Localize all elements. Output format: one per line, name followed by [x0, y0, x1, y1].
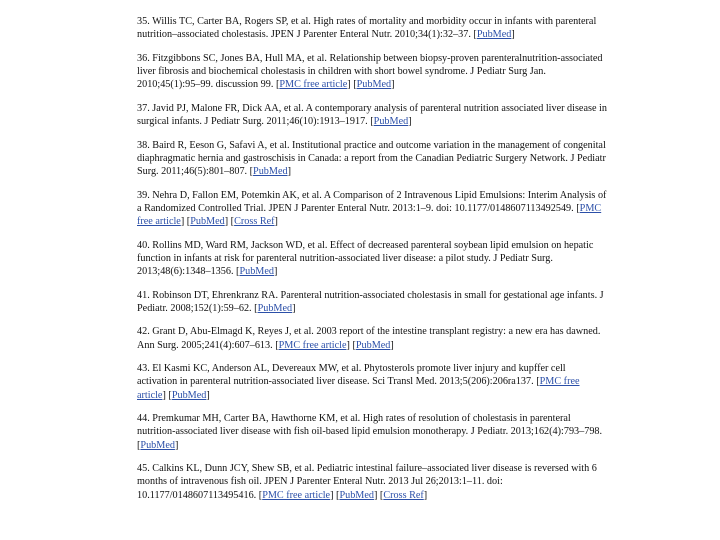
- reference-number: 36.: [137, 52, 150, 64]
- reference-number: 42.: [137, 326, 150, 338]
- pubmed-link[interactable]: PubMed: [373, 116, 409, 127]
- reference-item: 43. El Kasmi KC, Anderson AL, Devereaux MW, et al. Phytosterols promote liver injury and kupffer cell activation in parenteral nutrition-associated liver disease. Sci Transl Med. 2013;5(206):206ra137. [PMC free article] [PubMed]: [137, 363, 580, 401]
- reference-text: Willis TC, Carter BA, Rogers SP, et al. High rates of mortality and morbidity occur in infants with parenteral nutrition–associated cholestasis. JPEN J Parenter Enteral Nutr. 2010;34(1):32–37.: [137, 16, 597, 41]
- pmc-free-article-link[interactable]: PMC free article: [279, 79, 348, 91]
- pubmed-link[interactable]: PubMed: [355, 339, 391, 351]
- cross-ref-link[interactable]: Cross Ref: [234, 216, 275, 227]
- pmc-free-article-link[interactable]: PMC free article: [137, 202, 602, 227]
- reference-text: Premkumar MH, Carter BA, Hawthorne KM, et al. High rates of resolution of cholestasis in parenteral nutrition-associated liver disease with fish oil-based lipid emulsion monotherapy. J Pediatr. 2013;162(4):793–798.: [137, 413, 603, 438]
- reference-number: 35.: [137, 16, 150, 27]
- reference-text: Javid PJ, Malone FR, Dick AA, et al. A contemporary analysis of parenteral nutrition associated liver disease in surgical infants. J Pediatr Surg. 2011;46(10):1913–1917.: [137, 102, 607, 127]
- reference-item: 45. Calkins KL, Dunn JCY, Shew SB, et al. Pediatric intestinal failure–associated liver disease is reversed with 6 months of intravenous fish oil. JPEN J Parenter Enteral Nutr. 2013 Jul 26;2013:1–11. doi: 10.1177/0148607113495416. [PMC free article] [PubMed] [Cross Ref]: [137, 463, 597, 501]
- reference-item: 40. Rollins MD, Ward RM, Jackson WD, et al. Effect of decreased parenteral soybean lipid emulsion on hepatic function in infants at risk for parenteral nutrition-associated liver disease: a pilot study. J Pediatr Surg. 2013;48(6):1348–1356. [PubMed]: [137, 239, 594, 277]
- reference-text: Robinson DT, Ehrenkranz RA. Parenteral nutrition-associated cholestasis in small for gestational age infants. J Pediatr. 2008;152(1):59–62.: [137, 289, 604, 314]
- pmc-free-article-link[interactable]: PMC free article: [278, 339, 347, 351]
- pubmed-link[interactable]: PubMed: [339, 489, 374, 501]
- reference-list: [137, 15, 607, 512]
- reference-text: El Kasmi KC, Anderson AL, Devereaux MW, et al. Phytosterols promote liver injury and kupffer cell activation in parenteral nutrition-associated liver disease. Sci Transl Med. 2013;5(206):206ra137.: [137, 363, 566, 388]
- pubmed-link[interactable]: PubMed: [253, 166, 288, 177]
- reference-number: 37.: [137, 102, 150, 114]
- reference-item: 38. Baird R, Eeson G, Safavi A, et al. Institutional practice and outcome variation in the management of congenital diaphragmatic hernia and gastroschisis in Canada: a report from the Canadian Pediatric Surgery Network. J Pediatr Surg. 2011;46(5):801–807. [PubMed]: [137, 139, 606, 177]
- reference-text: Fitzgibbons SC, Jones BA, Hull MA, et al. Relationship between biopsy-proven parenteralnutrition-associated liver fibrosis and biochemical cholestasis in children with short bowel syndrome. J Pediatr Surg Jan. 2010;45(1):95–99. discussion 99.: [137, 52, 603, 91]
- reference-item: 41. Robinson DT, Ehrenkranz RA. Parenteral nutrition-associated cholestasis in small for gestational age infants. J Pediatr. 2008;152(1):59–62. [PubMed]: [137, 289, 604, 314]
- reference-number: 40.: [137, 239, 150, 251]
- reference-text: Calkins KL, Dunn JCY, Shew SB, et al. Pediatric intestinal failure–associated liver disease is reversed with 6 months of intravenous fish oil. JPEN J Parenter Enteral Nutr. 2013 Jul 26;2013:1–11. doi: 10.1177/0148607113495416.: [137, 463, 597, 501]
- reference-item: 35. Willis TC, Carter BA, Rogers SP, et al. High rates of mortality and morbidity occur in infants with parenteral nutrition–associated cholestasis. JPEN J Parenter Enteral Nutr. 2010;34(1):32–37. [PubMed]: [137, 16, 597, 41]
- reference-number: 39.: [137, 189, 150, 201]
- reference-item: 42. Grant D, Abu-Elmagd K, Reyes J, et al. 2003 report of the intestine transplant registry: a new era has dawned. Ann Surg. 2005;241(4):607–613. [PMC free article] [PubMed]: [137, 326, 601, 351]
- reference-text: Rollins MD, Ward RM, Jackson WD, et al. Effect of decreased parenteral soybean lipid emulsion on hepatic function in infants at risk for parenteral nutrition-associated liver disease: a pilot study. J Pediatr Surg. 2013;48(6):1348–1356.: [137, 239, 594, 277]
- pmc-free-article-link[interactable]: PMC free article: [262, 489, 331, 501]
- reference-number: 45.: [137, 463, 150, 475]
- pubmed-link[interactable]: PubMed: [140, 439, 175, 451]
- reference-number: 38.: [137, 139, 150, 151]
- pubmed-link[interactable]: PubMed: [239, 266, 274, 277]
- reference-item: 44. Premkumar MH, Carter BA, Hawthorne KM, et al. High rates of resolution of cholestasis in parenteral nutrition-associated liver disease with fish oil-based lipid emulsion monotherapy. J Pediatr. 2013;162(4):793–798. [PubMed]: [137, 413, 603, 451]
- reference-number: 44.: [137, 413, 150, 425]
- reference-text: Baird R, Eeson G, Safavi A, et al. Institutional practice and outcome variation in the management of congenital diaphragmatic hernia and gastroschisis in Canada: a report from the Canadian Pediatric Surgery Network. J Pediatr Surg. 2011;46(5):801–807.: [137, 139, 606, 177]
- cross-ref-link[interactable]: Cross Ref: [383, 489, 424, 501]
- reference-item: 36. Fitzgibbons SC, Jones BA, Hull MA, et al. Relationship between biopsy-proven parenteralnutrition-associated liver fibrosis and biochemical cholestasis in children with short bowel syndrome. J Pediatr Surg Jan. 2010;45(1):95–99. discussion 99. [PMC free article] [PubMed]: [137, 52, 603, 91]
- pmc-free-article-link[interactable]: PMC free article: [137, 376, 580, 401]
- reference-text: Nehra D, Fallon EM, Potemkin AK, et al. A Comparison of 2 Intravenous Lipid Emulsions: Interim Analysis of a Randomized Controlled Trial. JPEN J Parenter Enteral Nutr. 2013:1–9. doi: 10.1177/0148607113492549.: [137, 189, 607, 214]
- reference-item: 37. Javid PJ, Malone FR, Dick AA, et al. A contemporary analysis of parenteral nutrition associated liver disease in surgical infants. J Pediatr Surg. 2011;46(10):1913–1917. [PubMed]: [137, 102, 607, 127]
- pubmed-link[interactable]: PubMed: [356, 79, 392, 91]
- reference-number: 41.: [137, 289, 150, 301]
- reference-number: 43.: [137, 363, 150, 375]
- reference-item: 39. Nehra D, Fallon EM, Potemkin AK, et al. A Comparison of 2 Intravenous Lipid Emulsions: Interim Analysis of a Randomized Controlled Trial. JPEN J Parenter Enteral Nutr. 2013:1–9. doi: 10.1177/0148607113492549. [PMC free article] [PubMed] [Cross Ref]: [137, 189, 607, 227]
- pubmed-link[interactable]: PubMed: [190, 216, 225, 227]
- reference-text: Grant D, Abu-Elmagd K, Reyes J, et al. 2003 report of the intestine transplant registry: a new era has dawned. Ann Surg. 2005;241(4):607–613.: [137, 326, 601, 351]
- pubmed-link[interactable]: PubMed: [257, 302, 293, 314]
- pubmed-link[interactable]: PubMed: [171, 389, 207, 401]
- pubmed-link[interactable]: PubMed: [476, 29, 512, 41]
